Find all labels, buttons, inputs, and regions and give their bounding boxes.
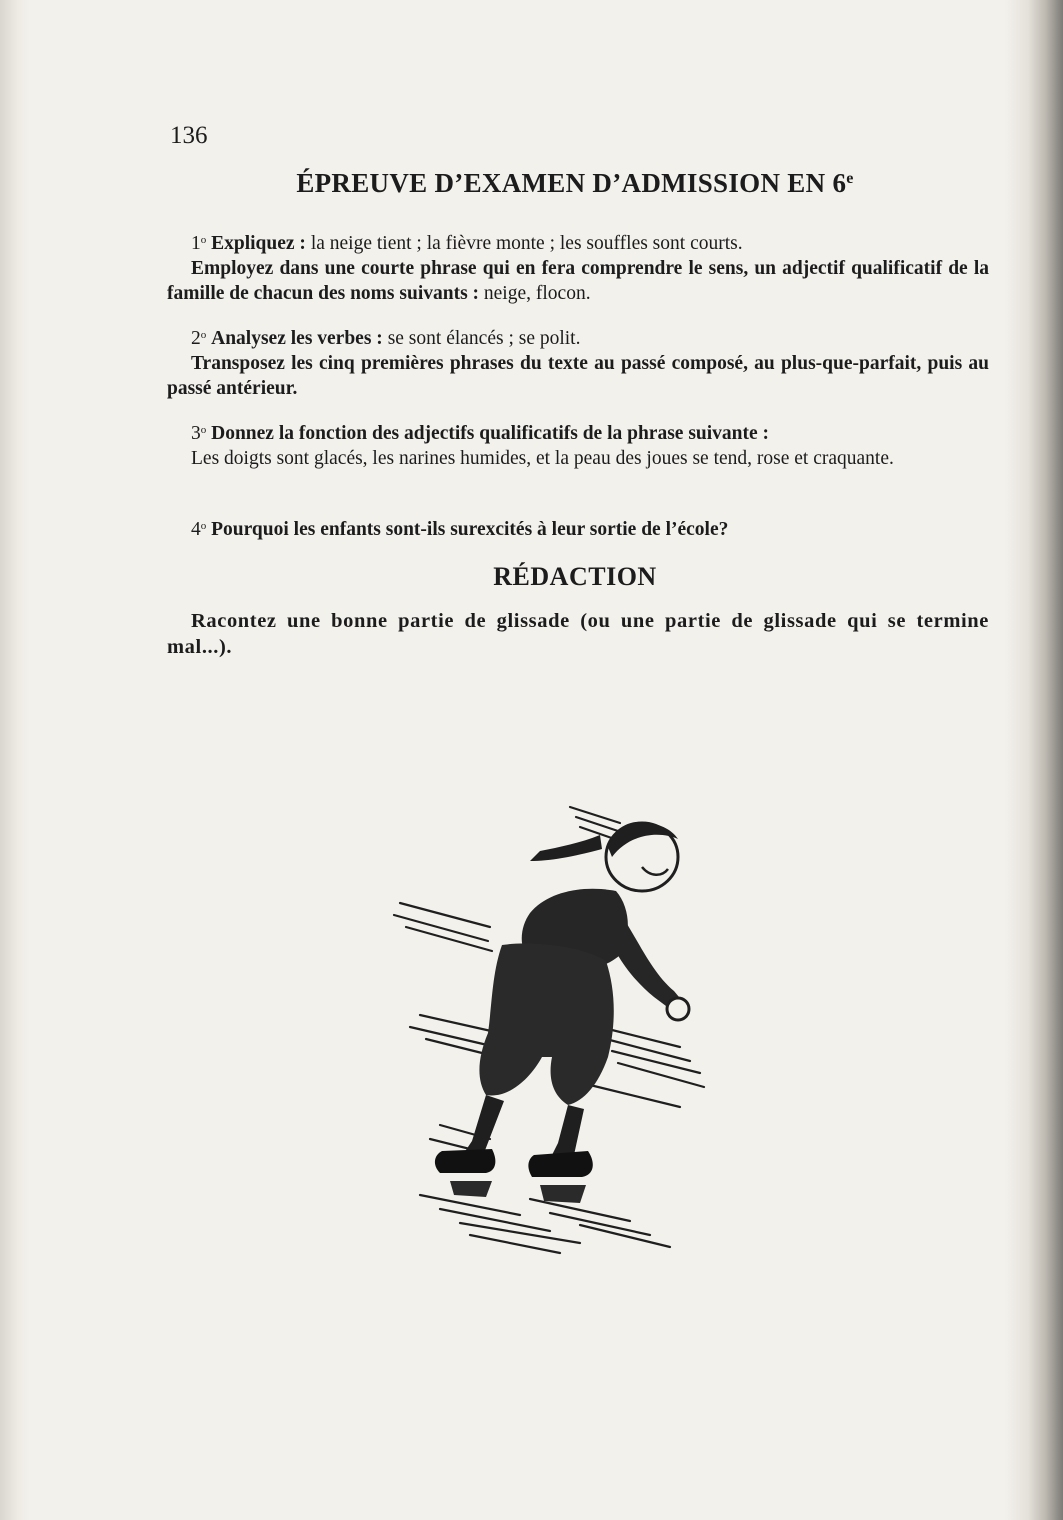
- question-2: [167, 323, 989, 401]
- question-3: [167, 418, 989, 471]
- question-3-num-digit: 3: [191, 423, 201, 444]
- child-leg-right: [552, 1105, 584, 1155]
- scarf: [530, 835, 602, 861]
- question-2-num-degree: o: [200, 329, 207, 341]
- child-sliding-illustration: [380, 795, 720, 1255]
- question-3-num-degree: o: [200, 424, 207, 436]
- question-1-text: la neige tient ; la fièvre monte ; les souffles sont courts.: [305, 233, 743, 254]
- redaction-title: RÉDACTION: [493, 562, 657, 591]
- question-1-line-2: [167, 256, 989, 306]
- question-4: [167, 514, 989, 542]
- child-arm: [606, 907, 684, 1009]
- question-4-line-1: [167, 514, 989, 542]
- question-1-instruction-tail: neige, flocon.: [479, 283, 591, 304]
- question-1-label: Expliquez :: [211, 233, 306, 254]
- question-2-number: [191, 328, 206, 349]
- question-3-sentence: Les doigts sont glacés, les narines humides, et la peau des joues se tend, rose et craquante.: [191, 448, 894, 469]
- question-2-line-1: [167, 323, 989, 351]
- question-4-num-digit: 4: [191, 519, 201, 540]
- child-shoe-left: [435, 1149, 495, 1173]
- question-2-num-digit: 2: [191, 328, 201, 349]
- child-shoe-right: [528, 1151, 592, 1177]
- question-4-number: [191, 519, 206, 540]
- question-2-instruction: Transposez les cinq premières phrases du texte au passé composé, au plus-que-parfait, puis au passé antérieur.: [167, 353, 989, 399]
- page-title: [165, 168, 985, 199]
- question-1-num-digit: 1: [191, 233, 201, 254]
- question-1-instruction: Employez dans une courte phrase qui en fera comprendre le sens, un adjectif qualificatif de la famille de chacun des noms suivants :: [167, 258, 989, 304]
- question-1-line-1: [167, 228, 989, 256]
- question-2-label: Analysez les verbes :: [211, 328, 383, 349]
- question-4-num-degree: o: [200, 520, 207, 532]
- child-pants: [479, 944, 613, 1105]
- question-4-label: Pourquoi les enfants sont-ils surexcités à leur sortie de l’école?: [211, 519, 729, 540]
- question-3-label: Donnez la fonction des adjectifs qualificatifs de la phrase suivante :: [211, 423, 770, 444]
- page-title-superscript: e: [846, 170, 854, 187]
- question-1-number: [191, 233, 206, 254]
- question-3-line-1: [167, 418, 989, 446]
- question-1-num-degree: o: [200, 234, 207, 246]
- question-1: [167, 228, 989, 306]
- question-2-text: se sont élancés ; se polit.: [382, 328, 581, 349]
- book-spine-edge: [1005, 0, 1063, 1520]
- ice-reflection: [450, 1181, 586, 1203]
- child-leg-left: [464, 1095, 504, 1153]
- redaction-prompt: Racontez une bonne partie de glissade (ou une partie de glissade qui se termine mal...).: [167, 610, 989, 658]
- page-shadow-left: [0, 0, 30, 1520]
- page-number: 136: [170, 122, 208, 149]
- question-3-number: [191, 423, 206, 444]
- page-title-text: ÉPREUVE D’EXAMEN D’ADMISSION EN 6: [296, 168, 847, 198]
- child-fist: [667, 998, 689, 1020]
